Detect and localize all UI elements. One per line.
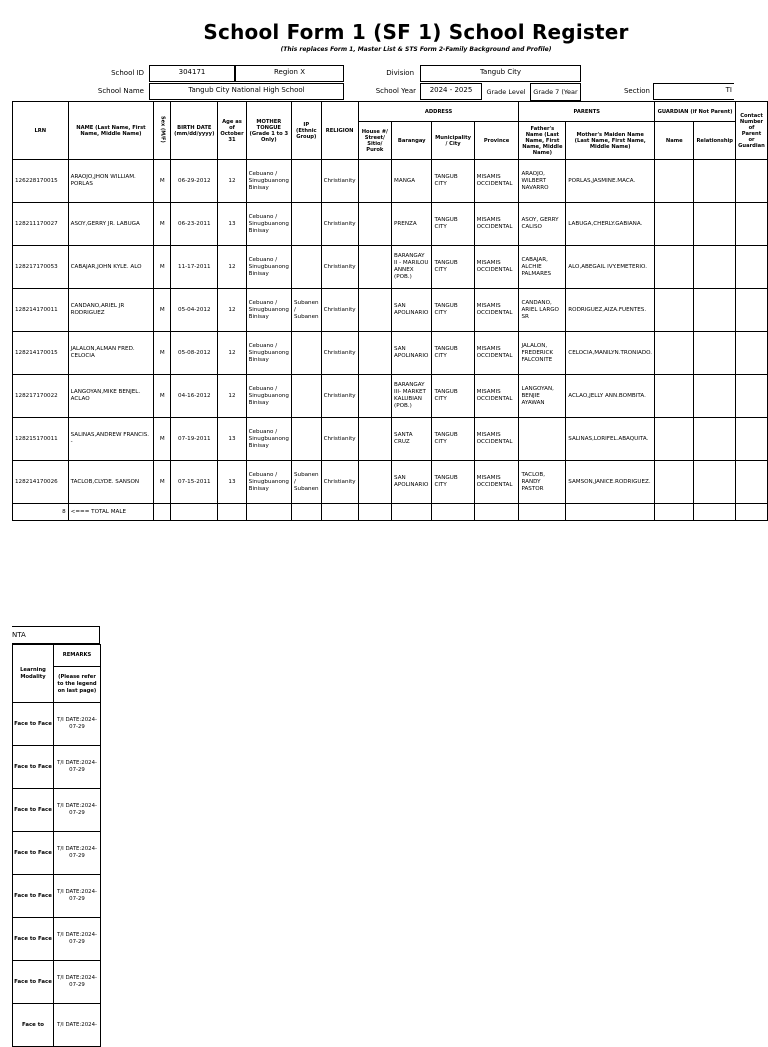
school-id-label: School ID <box>111 69 144 77</box>
municipality-cell: TANGUB CITY <box>432 332 474 375</box>
mother-name-cell: ACLAO,JELLY ANN.BOMBITA. <box>566 375 655 418</box>
house-cell <box>358 160 391 203</box>
mother-name-cell: SALINAS,LORIFEL.ABAQUITA. <box>566 418 655 461</box>
form-subtitle: (This replaces Form 1, Master List & STS Form 2-Family Background and Profile) <box>280 46 552 53</box>
barangay-cell: SAN APOLINARIO <box>392 289 432 332</box>
division-field: Tangub City <box>420 65 581 82</box>
house-header: House #/ Street/ Sitio/ Purok <box>358 122 391 160</box>
father-header: Father's Name (Last Name, First Name, Middle Name) <box>519 122 566 160</box>
name-cell: SALINAS,ANDREW FRANCIS. - <box>68 418 154 461</box>
student-row <box>13 332 768 375</box>
father-name-cell <box>519 418 566 461</box>
ip-cell: Subanen / Subanen <box>291 461 321 504</box>
barangay-cell: BARANGAY III- MARKET KALUBIAN (POB.) <box>392 375 432 418</box>
province-cell: MISAMIS OCCIDENTAL <box>474 332 519 375</box>
age-cell: 12 <box>218 246 246 289</box>
house-cell <box>358 246 391 289</box>
learning-modality-cell: Face to Face <box>13 703 54 746</box>
student-row <box>13 160 768 203</box>
municipality-cell: TANGUB CITY <box>432 246 474 289</box>
barangay-cell: MANGA <box>392 160 432 203</box>
sex-header: Sex (M/F) <box>154 102 171 160</box>
house-cell <box>358 289 391 332</box>
mother-tongue-cell: Cebuano / Sinugbuanong Binisay <box>246 160 291 203</box>
school-year-label: School Year <box>375 87 416 95</box>
school-year-field: 2024 - 2025 <box>420 83 482 100</box>
name-cell: CABAJAR,JOHN KYLE. ALO <box>68 246 154 289</box>
barangay-cell: PRENZA <box>392 203 432 246</box>
lrn-cell: 126228170015 <box>13 160 69 203</box>
remarks-row <box>13 703 101 746</box>
contact-cell <box>736 375 768 418</box>
remarks-cell: T/I DATE:2024-07-29 <box>54 832 101 875</box>
guardian-relationship-cell <box>694 375 736 418</box>
division-label: Division <box>386 69 414 77</box>
grade-level-label: Grade Level <box>486 87 526 96</box>
religion-cell: Christianity <box>321 375 358 418</box>
sex-cell: M <box>154 289 171 332</box>
birth-date-cell: 05-08-2012 <box>171 332 218 375</box>
learning-modality-cell: Face to Face <box>13 875 54 918</box>
name-cell: CANDANO,ARIEL JR RODRIGUEZ <box>68 289 154 332</box>
nta-label: NTA <box>12 626 100 644</box>
learning-modality-cell: Face to Face <box>13 789 54 832</box>
lrn-cell: 128217170022 <box>13 375 69 418</box>
province-cell: MISAMIS OCCIDENTAL <box>474 289 519 332</box>
guardian-name-cell <box>655 375 694 418</box>
mother-name-cell: PORLAS,JASMINE.MACA. <box>566 160 655 203</box>
age-cell: 13 <box>218 418 246 461</box>
name-cell: JALALON,ALMAN FRED. CELOCIA <box>68 332 154 375</box>
remarks-row <box>13 832 101 875</box>
register-table <box>12 101 768 521</box>
municipality-cell: TANGUB CITY <box>432 289 474 332</box>
remarks-cell: T/I DATE:2024-07-29 <box>54 918 101 961</box>
mother-name-cell: RODRIGUEZ,AIZA.FUENTES. <box>566 289 655 332</box>
guardian-name-cell <box>655 418 694 461</box>
ip-cell: Subanen / Subanen <box>291 289 321 332</box>
student-row <box>13 375 768 418</box>
mother-tongue-header: MOTHER TONGUE (Grade 1 to 3 Only) <box>246 102 291 160</box>
house-cell <box>358 332 391 375</box>
ip-cell <box>291 246 321 289</box>
student-row <box>13 203 768 246</box>
birth-date-cell: 04-16-2012 <box>171 375 218 418</box>
guardian-name-cell <box>655 203 694 246</box>
learning-modality-cell: Face to Face <box>13 746 54 789</box>
barangay-cell: BARANGAY II - MARILOU ANNEX (POB.) <box>392 246 432 289</box>
ip-cell <box>291 332 321 375</box>
father-name-cell: CABAJAR, ALCHIE PALMARES <box>519 246 566 289</box>
student-row <box>13 246 768 289</box>
contact-cell <box>736 160 768 203</box>
barangay-header: Barangay <box>392 122 432 160</box>
name-cell: TACLOB,CLYDE. SANSON <box>68 461 154 504</box>
student-row <box>13 418 768 461</box>
mother-tongue-cell: Cebuano / Sinugbuanong Binisay <box>246 375 291 418</box>
total-male-label: <=== TOTAL MALE <box>68 504 154 521</box>
father-name-cell: CANDANO, ARIEL LARGO SR <box>519 289 566 332</box>
father-name-cell: JALALON, FREDERICK FALCONITE <box>519 332 566 375</box>
barangay-cell: SANTA CRUZ <box>392 418 432 461</box>
name-cell: ARAOJO,JHON WILLIAM. PORLAS <box>68 160 154 203</box>
guardian-relationship-cell <box>694 418 736 461</box>
lrn-cell: 128211170027 <box>13 203 69 246</box>
guardian-relationship-cell <box>694 160 736 203</box>
sex-cell: M <box>154 332 171 375</box>
mother-name-cell: SAMSON,JANICE.RODRIGUEZ. <box>566 461 655 504</box>
contact-cell <box>736 332 768 375</box>
learning-modality-cell: Face to Face <box>13 918 54 961</box>
lrn-cell: 128215170011 <box>13 418 69 461</box>
remarks-row <box>13 875 101 918</box>
school-name-label: School Name <box>97 87 144 95</box>
birth-date-cell: 07-19-2011 <box>171 418 218 461</box>
birth-date-cell: 07-15-2011 <box>171 461 218 504</box>
mother-tongue-cell: Cebuano / Sinugbuanong Binisay <box>246 418 291 461</box>
contact-cell <box>736 246 768 289</box>
guardian-relationship-cell <box>694 246 736 289</box>
region-field: Region X <box>235 65 344 82</box>
guardian-name-cell <box>655 332 694 375</box>
remarks-cell: T/I DATE:2024-07-29 <box>54 875 101 918</box>
contact-cell <box>736 461 768 504</box>
grade-level-field: Grade 7 (Year <box>530 83 581 101</box>
ip-cell <box>291 160 321 203</box>
learning-modality-cell: Face to Face <box>13 832 54 875</box>
guardian-header: GUARDIAN (if Not Parent) <box>655 102 736 122</box>
barangay-cell: SAN APOLINARIO <box>392 461 432 504</box>
form-title: School Form 1 (SF 1) School Register <box>203 20 629 44</box>
remarks-table <box>12 644 101 1047</box>
religion-header: RELIGION <box>321 102 358 160</box>
guardian-relationship-cell <box>694 461 736 504</box>
remarks-row <box>13 746 101 789</box>
municipality-cell: TANGUB CITY <box>432 461 474 504</box>
religion-cell: Christianity <box>321 461 358 504</box>
remarks-cell: T/I DATE:2024-07-29 <box>54 703 101 746</box>
age-cell: 13 <box>218 461 246 504</box>
birth-date-cell: 06-23-2011 <box>171 203 218 246</box>
house-cell <box>358 461 391 504</box>
religion-cell: Christianity <box>321 246 358 289</box>
mother-tongue-cell: Cebuano / Sinugbuanong Binisay <box>246 203 291 246</box>
contact-cell <box>736 289 768 332</box>
guardian-name-cell <box>655 160 694 203</box>
section-field: TI <box>653 83 734 100</box>
remarks-row <box>13 1004 101 1047</box>
guardian-relationship-cell <box>694 332 736 375</box>
address-header: ADDRESS <box>358 102 519 122</box>
age-cell: 12 <box>218 375 246 418</box>
house-cell <box>358 375 391 418</box>
age-header: Age as of October 31 <box>218 102 246 160</box>
municipality-cell: TANGUB CITY <box>432 203 474 246</box>
remarks-cell: T/I DATE:2024-07-29 <box>54 961 101 1004</box>
age-cell: 12 <box>218 160 246 203</box>
lrn-cell: 128214170011 <box>13 289 69 332</box>
house-cell <box>358 418 391 461</box>
age-cell: 12 <box>218 332 246 375</box>
mother-tongue-cell: Cebuano / Sinugbuanong Binisay <box>246 461 291 504</box>
guardian-relationship-cell <box>694 203 736 246</box>
age-cell: 13 <box>218 203 246 246</box>
guardian-name-cell <box>655 461 694 504</box>
sex-cell: M <box>154 203 171 246</box>
remarks-header: REMARKS <box>54 645 101 667</box>
municipality-header: Municipality / City <box>432 122 474 160</box>
section-label: Section <box>623 87 650 95</box>
mother-name-cell: LABUGA,CHERLY.GABIANA. <box>566 203 655 246</box>
learning-modality-cell: Face to Face <box>13 961 54 1004</box>
ip-header: IP (Ethnic Group) <box>291 102 321 160</box>
sex-cell: M <box>154 461 171 504</box>
province-cell: MISAMIS OCCIDENTAL <box>474 160 519 203</box>
student-row <box>13 289 768 332</box>
municipality-cell: TANGUB CITY <box>432 375 474 418</box>
religion-cell: Christianity <box>321 160 358 203</box>
remarks-cell: T/I DATE:2024-07-29 <box>54 746 101 789</box>
remarks-cell: T/I DATE:2024- <box>54 1004 101 1047</box>
parents-header: PARENTS <box>519 102 655 122</box>
religion-cell: Christianity <box>321 332 358 375</box>
guardian-name-header: Name <box>655 122 694 160</box>
province-cell: MISAMIS OCCIDENTAL <box>474 203 519 246</box>
name-cell: ASOY,GERRY JR. LABUGA <box>68 203 154 246</box>
remarks-note: (Please refer to the legend on last page) <box>54 667 101 703</box>
birth-header: BIRTH DATE (mm/dd/yyyy) <box>171 102 218 160</box>
father-name-cell: LANGOYAN, BENJIE AYAWAN <box>519 375 566 418</box>
guardian-name-cell <box>655 246 694 289</box>
house-cell <box>358 203 391 246</box>
religion-cell: Christianity <box>321 418 358 461</box>
religion-cell: Christianity <box>321 289 358 332</box>
province-cell: MISAMIS OCCIDENTAL <box>474 375 519 418</box>
mother-tongue-cell: Cebuano / Sinugbuanong Binisay <box>246 246 291 289</box>
lrn-cell: 128214170015 <box>13 332 69 375</box>
municipality-cell: TANGUB CITY <box>432 418 474 461</box>
father-name-cell: ARAOJO, WILBERT NAVARRO <box>519 160 566 203</box>
barangay-cell: SAN APOLINARIO <box>392 332 432 375</box>
remarks-cell: T/I DATE:2024-07-29 <box>54 789 101 832</box>
birth-date-cell: 05-04-2012 <box>171 289 218 332</box>
student-row <box>13 461 768 504</box>
contact-cell <box>736 418 768 461</box>
father-name-cell: TACLOB, RANDY PASTOR <box>519 461 566 504</box>
guardian-name-cell <box>655 289 694 332</box>
sex-cell: M <box>154 375 171 418</box>
sex-cell: M <box>154 418 171 461</box>
guardian-relationship-header: Relationship <box>694 122 736 160</box>
age-cell: 12 <box>218 289 246 332</box>
total-male-count: 8 <box>13 504 69 521</box>
lrn-cell: 128214170026 <box>13 461 69 504</box>
lrn-header: LRN <box>13 102 69 160</box>
school-name-field: Tangub City National High School <box>149 83 344 100</box>
ip-cell <box>291 203 321 246</box>
mother-tongue-cell: Cebuano / Sinugbuanong Binisay <box>246 332 291 375</box>
name-header: NAME (Last Name, First Name, Middle Name) <box>68 102 154 160</box>
municipality-cell: TANGUB CITY <box>432 160 474 203</box>
father-name-cell: ASOY, GERRY CALISO <box>519 203 566 246</box>
mother-tongue-cell: Cebuano / Sinugbuanong Binisay <box>246 289 291 332</box>
ip-cell <box>291 375 321 418</box>
remarks-row <box>13 789 101 832</box>
province-cell: MISAMIS OCCIDENTAL <box>474 246 519 289</box>
learning-modality-header: Learning Modality <box>13 645 54 703</box>
religion-cell: Christianity <box>321 203 358 246</box>
birth-date-cell: 06-29-2012 <box>171 160 218 203</box>
learning-modality-cell: Face to <box>13 1004 54 1047</box>
sex-cell: M <box>154 246 171 289</box>
ip-cell <box>291 418 321 461</box>
sex-cell: M <box>154 160 171 203</box>
mother-name-cell: ALO,ABEGAIL IVY.EMETERIO. <box>566 246 655 289</box>
contact-cell <box>736 203 768 246</box>
contact-header: Contact Number of Parent or Guardian <box>736 102 768 160</box>
mother-header: Mother's Maiden Name (Last Name, First Name, Middle Name) <box>566 122 655 160</box>
province-cell: MISAMIS OCCIDENTAL <box>474 418 519 461</box>
guardian-relationship-cell <box>694 289 736 332</box>
lrn-cell: 128217170053 <box>13 246 69 289</box>
remarks-row <box>13 961 101 1004</box>
mother-name-cell: CELOCIA,MANILYN.TRONIADO. <box>566 332 655 375</box>
province-header: Province <box>474 122 519 160</box>
province-cell: MISAMIS OCCIDENTAL <box>474 461 519 504</box>
name-cell: LANGOYAN,MIKE BENJEL. ACLAO <box>68 375 154 418</box>
remarks-row <box>13 918 101 961</box>
birth-date-cell: 11-17-2011 <box>171 246 218 289</box>
school-id-field: 304171 <box>149 65 235 82</box>
